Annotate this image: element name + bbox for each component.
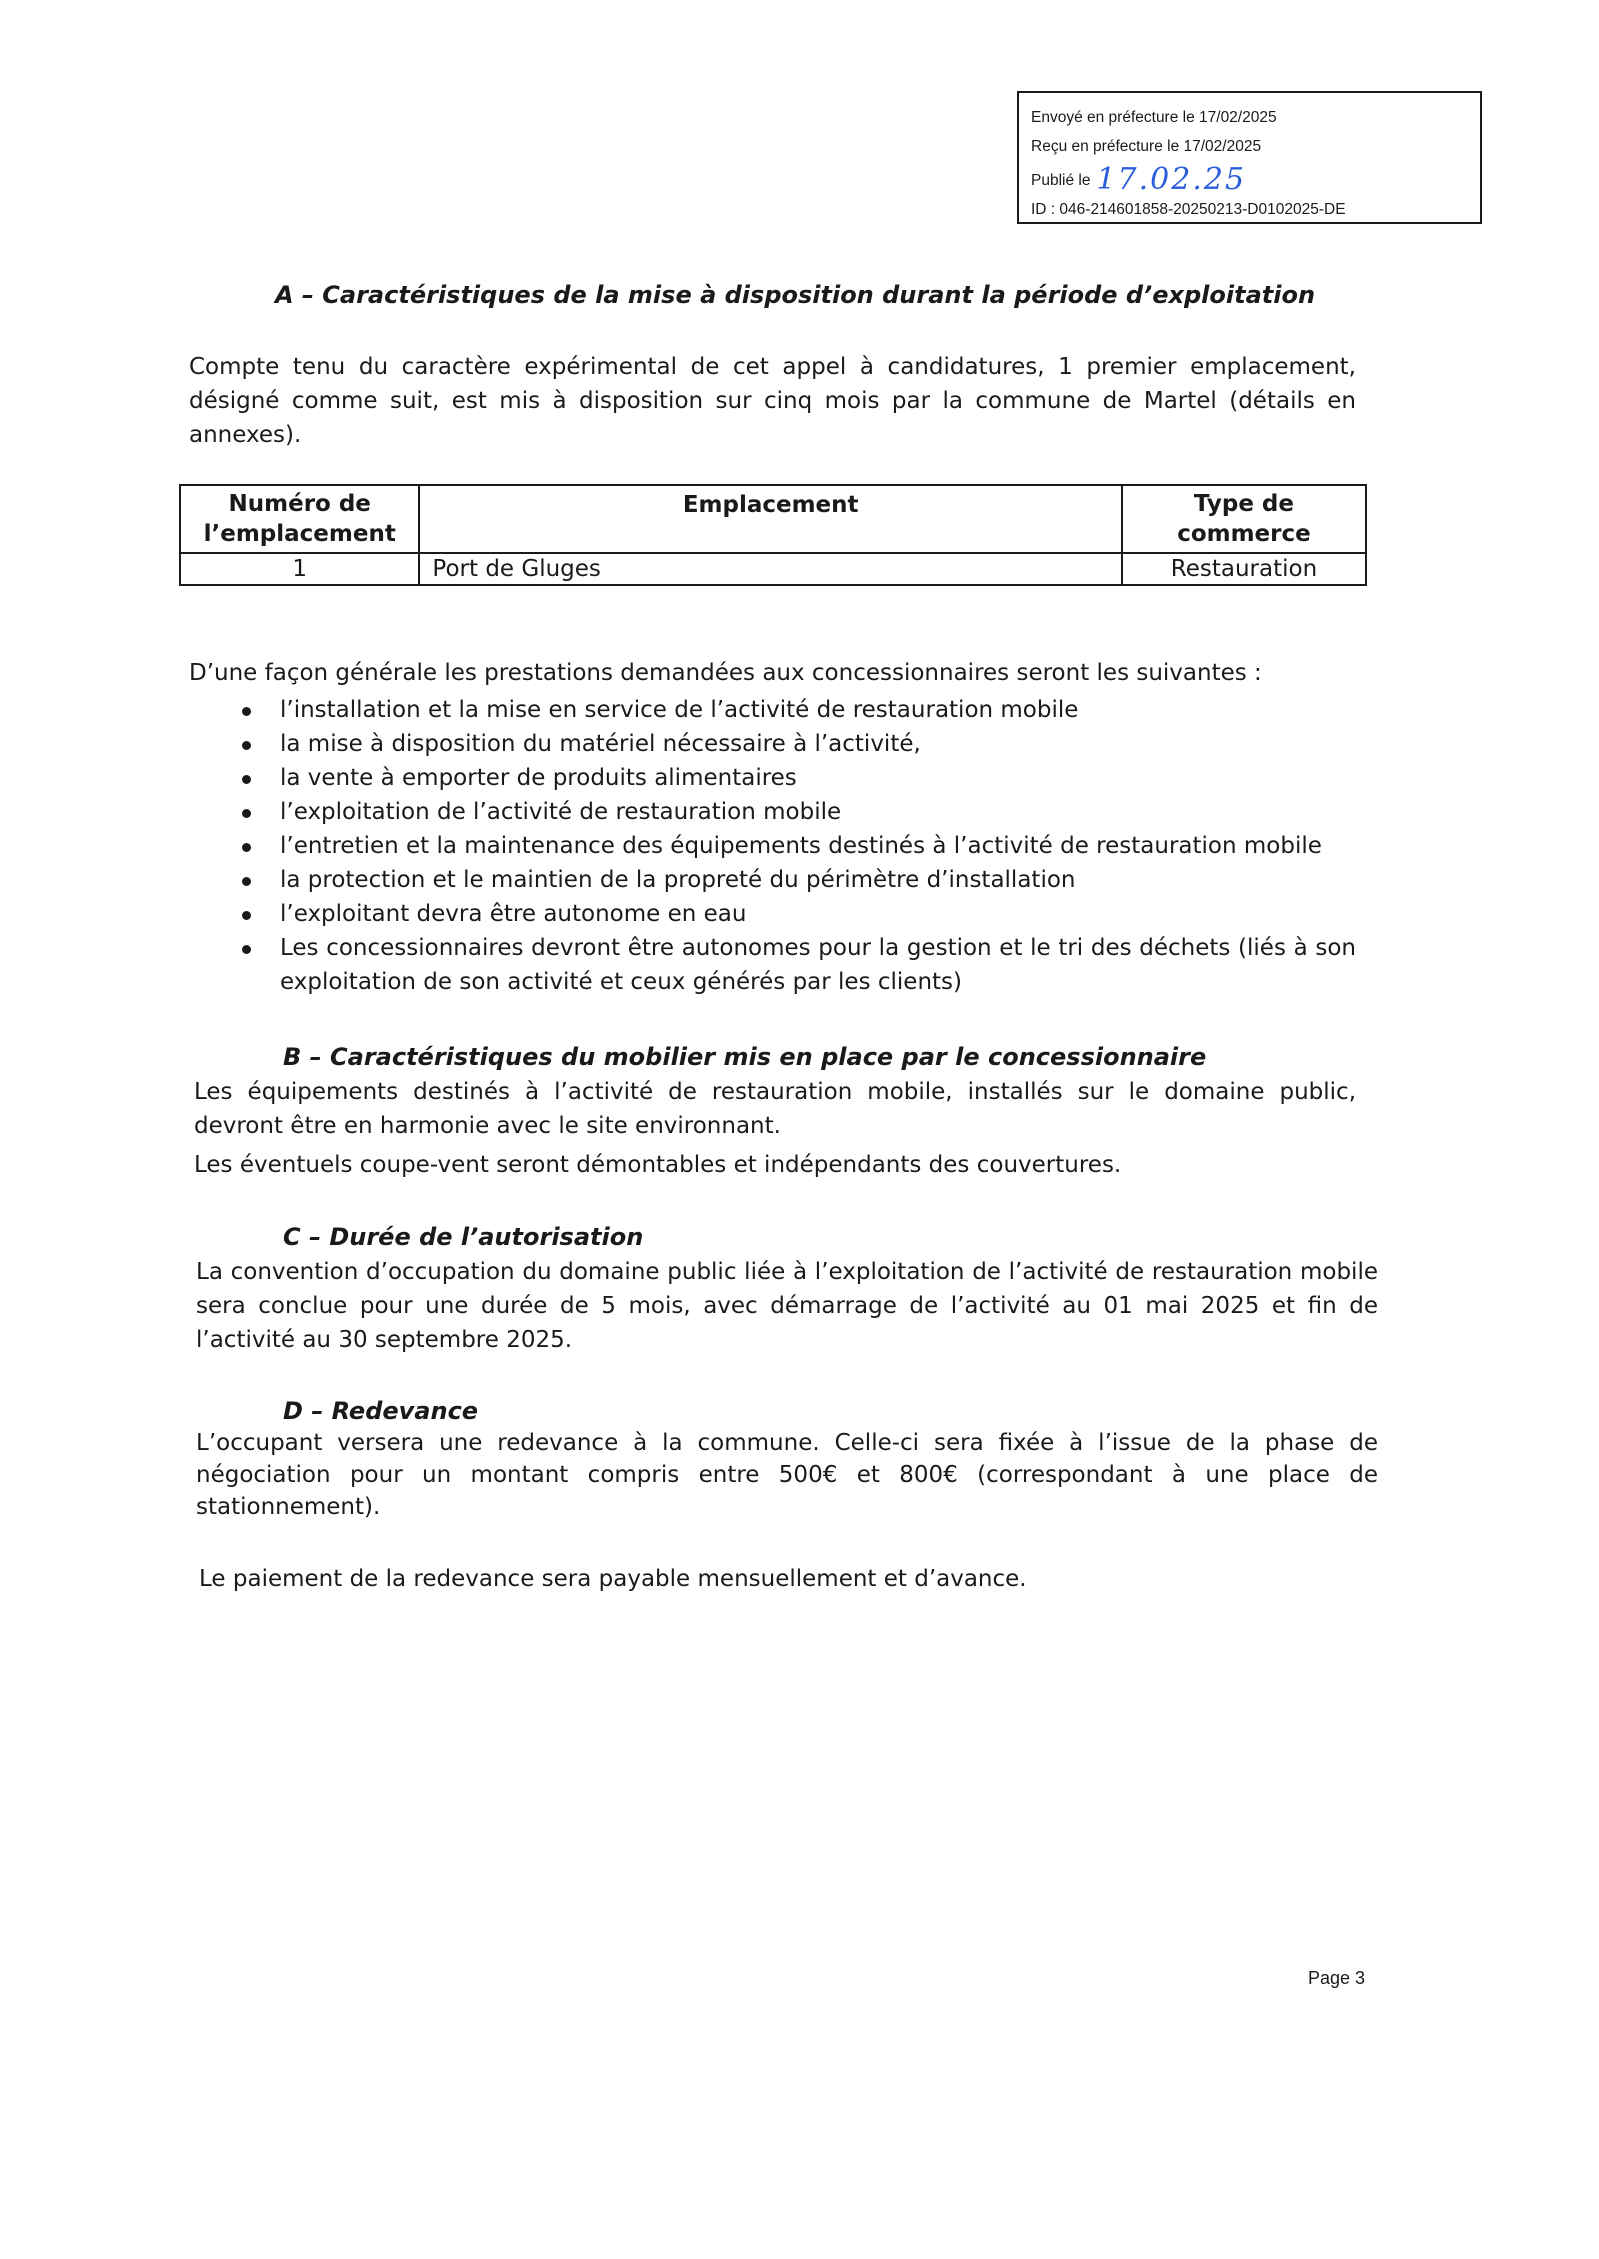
section-b-paragraph: Les éventuels coupe-vent seront démontables et indépendants des couvertures.: [194, 1152, 1122, 1178]
list-item: l’exploitation de l’activité de restauration mobile: [244, 795, 1356, 829]
stamp-published: [1031, 161, 1480, 195]
section-d-heading: D – Redevance: [283, 1397, 479, 1425]
stamp-received: Reçu en préfecture le 17/02/2025: [1031, 138, 1262, 155]
table-row: [180, 553, 1366, 585]
list-item: la mise à disposition du matériel nécessaire à l’activité,: [244, 727, 1356, 761]
section-a-intro: Compte tenu du caractère expérimental de cet appel à candidatures, 1 premier emplacement, désigné comme suit, est mis à disposition sur cinq mois par la commune de Martel (détails en annexes).: [189, 354, 1356, 448]
bullet-icon: [242, 945, 251, 954]
section-a-heading: A – Caractéristiques de la mise à disposition durant la période d’exploitation: [275, 281, 1316, 309]
table-header-row: [180, 485, 1366, 553]
services-intro: D’une façon générale les prestations demandées aux concessionnaires seront les suivantes :: [189, 660, 1262, 686]
bullet-icon: [242, 877, 251, 886]
bullet-icon: [242, 741, 251, 750]
page-number: Page 3: [1308, 1968, 1366, 1988]
services-list: [244, 693, 1356, 999]
bullet-icon: [242, 707, 251, 716]
section-d-paragraph: L’occupant versera une redevance à la commune. Celle-ci sera fixée à l’issue de la phase de négociation pour un montant compris entre 500€ et 800€ (correspondant à une place de stationnement).: [196, 1430, 1378, 1520]
section-c-heading: C – Durée de l’autorisation: [283, 1223, 644, 1251]
list-item: Les concessionnaires devront être autonomes pour la gestion et le tri des déchets (liés à son exploitation de son activité et ceux générés par les clients): [244, 931, 1356, 999]
bullet-icon: [242, 809, 251, 818]
table-cell: Restauration: [1122, 553, 1366, 585]
bullet-icon: [242, 843, 251, 852]
table-header-cell: Type de commerce: [1122, 485, 1366, 553]
bullet-icon: [242, 775, 251, 784]
stamp-published-date: 17.02.25: [1096, 162, 1247, 197]
list-item: la protection et le maintien de la propreté du périmètre d’installation: [244, 863, 1356, 897]
list-item: la vente à emporter de produits alimentaires: [244, 761, 1356, 795]
location-table: [179, 484, 1367, 586]
section-b-paragraph: Les équipements destinés à l’activité de restauration mobile, installés sur le domaine public, devront être en harmonie avec le site environnant.: [194, 1079, 1356, 1139]
list-item: l’installation et la mise en service de l’activité de restauration mobile: [244, 693, 1356, 727]
list-item: l’entretien et la maintenance des équipements destinés à l’activité de restauration mobile: [244, 829, 1356, 863]
table-cell: 1: [180, 553, 419, 585]
section-b-heading: B – Caractéristiques du mobilier mis en place par le concessionnaire: [283, 1043, 1207, 1071]
prefecture-stamp: [1017, 91, 1482, 224]
stamp-published-label: Publié le: [1031, 172, 1091, 189]
bullet-icon: [242, 911, 251, 920]
section-c-paragraph: La convention d’occupation du domaine public liée à l’exploitation de l’activité de restauration mobile sera conclue pour une durée de 5 mois, avec démarrage de l’activité au 01 mai 2025 et fin de l’activité au 30 septembre 2025.: [196, 1259, 1378, 1353]
list-item: l’exploitant devra être autonome en eau: [244, 897, 1356, 931]
stamp-id: ID : 046-214601858-20250213-D0102025-DE: [1031, 201, 1346, 218]
table-header-cell: Emplacement: [419, 485, 1122, 553]
table-cell: Port de Gluges: [419, 553, 1122, 585]
section-d-paragraph: Le paiement de la redevance sera payable mensuellement et d’avance.: [199, 1566, 1027, 1592]
stamp-sent: Envoyé en préfecture le 17/02/2025: [1031, 109, 1277, 126]
table-header-cell: Numéro de l’emplacement: [180, 485, 419, 553]
